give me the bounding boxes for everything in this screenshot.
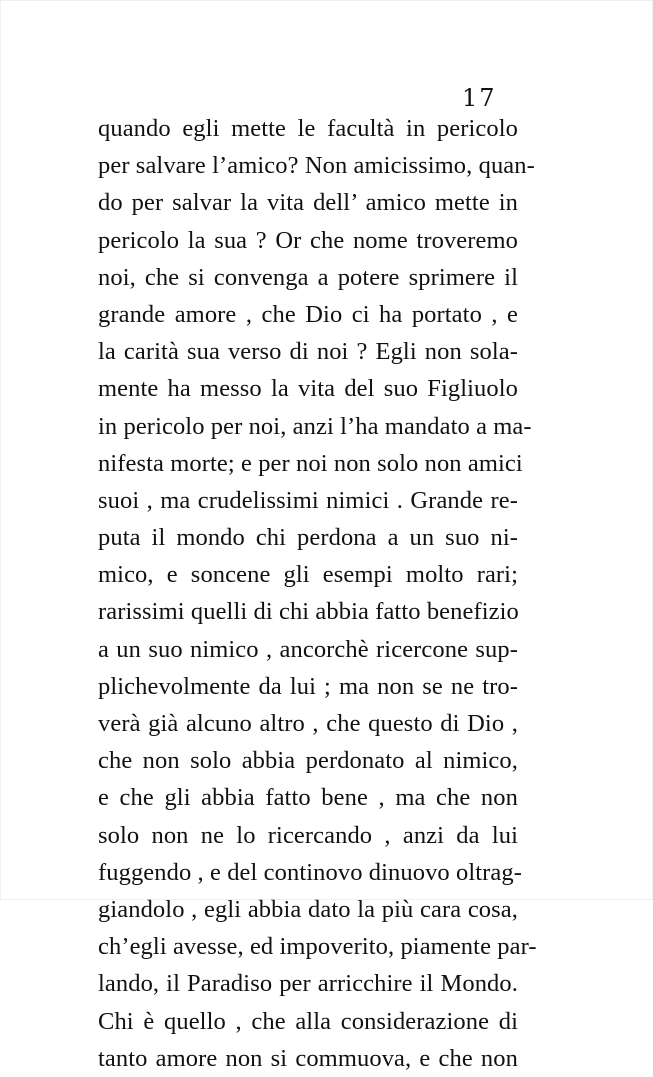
text-line-4: pericolo la sua ? Or che nome troveremo bbox=[98, 226, 518, 254]
text-line-3: do per salvar la vita dell’ amico mette in bbox=[98, 189, 518, 217]
text-line-11: suoi , ma crudelissimi nimici . Grande re- bbox=[98, 486, 518, 514]
text-line-7: la carità sua verso di noi ? Egli non sola- bbox=[98, 338, 518, 366]
page-number: 17 bbox=[462, 84, 497, 112]
text-line-5: noi, che si convenga a potere sprimere il bbox=[98, 263, 518, 291]
text-line-1: quando egli mette le facultà in pericolo bbox=[98, 115, 518, 142]
text-line-14: rarissimi quelli di chi abbia fatto benefizio bbox=[98, 598, 519, 626]
text-line-18: che non solo abbia perdonato al nimico, bbox=[98, 747, 518, 775]
text-line-20: solo non ne lo ricercando , anzi da lui bbox=[98, 821, 518, 849]
text-line-2: per salvare l’amico? Non amicissimo, quan- bbox=[98, 152, 535, 180]
body-text bbox=[98, 110, 537, 1077]
text-line-8: mente ha messo la vita del suo Figliuolo bbox=[98, 375, 518, 403]
text-line-13: mico, e soncene gli esempi molto rari; bbox=[98, 561, 518, 589]
text-line-22: giandolo , egli abbia dato la più cara cosa, bbox=[98, 895, 518, 923]
text-line-23: ch’egli avesse, ed impoverito, piamente par- bbox=[98, 933, 537, 961]
text-line-15: a un suo nimico , ancorchè ricercone sup- bbox=[98, 635, 518, 663]
text-line-16: plichevolmente da lui ; ma non se ne tro- bbox=[98, 672, 518, 700]
text-line-10: nifesta morte; e per noi non solo non amici bbox=[98, 449, 523, 477]
text-line-21: fuggendo , e del continovo dinuovo oltrag- bbox=[98, 858, 523, 886]
text-line-9: in pericolo per noi, anzi l’ha mandato a ma- bbox=[98, 412, 532, 440]
text-line-17: verà già alcuno altro , che questo di Dio , bbox=[98, 710, 518, 737]
text-line-19: e che gli abbia fatto bene , ma che non bbox=[98, 784, 518, 812]
text-line-6: grande amore , che Dio ci ha portato , e bbox=[98, 300, 518, 328]
text-line-25: Chi è quello , che alla considerazione di bbox=[98, 1007, 518, 1035]
text-line-24: lando, il Paradiso per arricchire il Mondo. bbox=[98, 970, 518, 998]
text-line-26: tanto amore non si commuova, e che non bbox=[98, 1044, 518, 1072]
text-line-12: puta il mondo chi perdona a un suo ni- bbox=[98, 524, 518, 552]
